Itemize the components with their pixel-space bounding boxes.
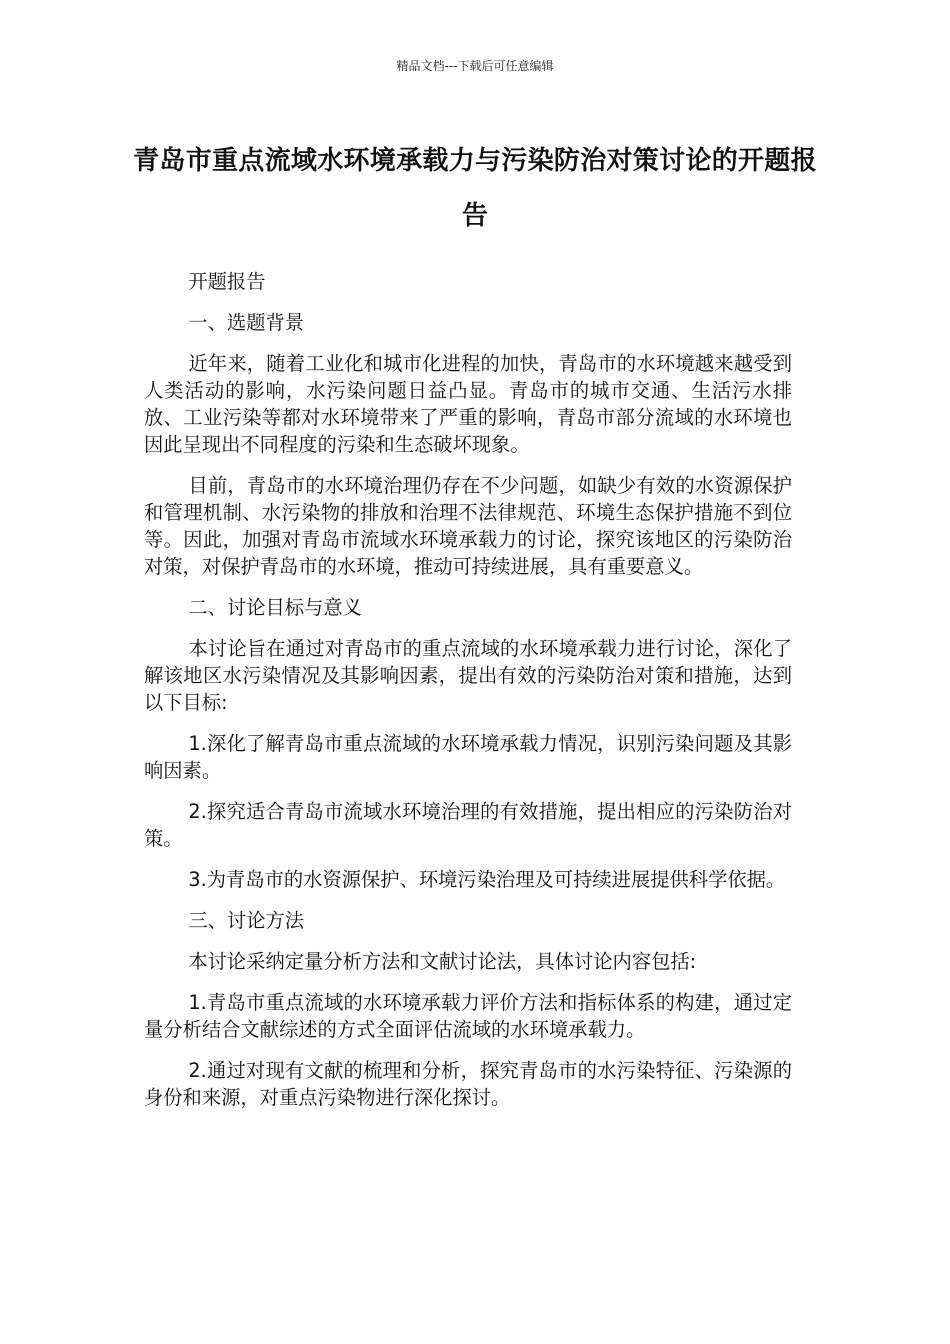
section-heading-goals: 二、讨论目标与意义 [188,596,362,619]
header-note: 精品文档---下载后可任意编辑 [396,59,554,73]
section-heading-methods: 三、讨论方法 [188,909,305,932]
method-item-2: 2.通过对现有文献的梳理和分析，探究青岛市的水污染特征、污染源的身份和来源，对重点污染物进行深化探讨。 [144,1059,792,1109]
section-label: 开题报告 [188,270,266,293]
goal-item-2: 2.探究适合青岛市流域水环境治理的有效措施，提出相应的污染防治对策。 [144,800,792,850]
goal-item-3: 3.为青岛市的水资源保护、环境污染治理及可持续进展提供科学依据。 [188,868,786,891]
section-heading-background: 一、选题背景 [188,311,305,334]
document-title: 青岛市重点流域水环境承载力与污染防治对策讨论的开题报告 [133,146,817,231]
goal-item-1: 1.深化了解青岛市重点流域的水环境承载力情况，识别污染问题及其影响因素。 [144,732,792,782]
paragraph-background-2: 目前，青岛市的水环境治理仍存在不少问题，如缺少有效的水资源保护和管理机制、水污染物的排放和治理不法律规范、环境生态保护措施不到位等。因此，加强对青岛市流域水环境承载力的讨论，探究该地区的污染防治对策，对保护青岛市的水环境，推动可持续进展，具有重要意义。 [144,474,792,578]
paragraph-goals-intro: 本讨论旨在通过对青岛市的重点流域的水环境承载力进行讨论，深化了解该地区水污染情况及其影响因素，提出有效的污染防治对策和措施，达到以下目标: [144,637,792,714]
document-body [144,268,792,1125]
paragraph-background-1: 近年来，随着工业化和城市化进程的加快，青岛市的水环境越来越受到人类活动的影响，水污染问题日益凸显。青岛市的城市交通、生活污水排放、工业污染等都对水环境带来了严重的影响，青岛市部分流域的水环境也因此呈现出不同程度的污染和生态破坏现象。 [144,352,792,456]
paragraph-methods-intro: 本讨论采纳定量分析方法和文献讨论法，具体讨论内容包括: [188,950,697,973]
method-item-1: 1.青岛市重点流域的水环境承载力评价方法和指标体系的构建，通过定量分析结合文献综述的方式全面评估流域的水环境承载力。 [144,991,792,1041]
